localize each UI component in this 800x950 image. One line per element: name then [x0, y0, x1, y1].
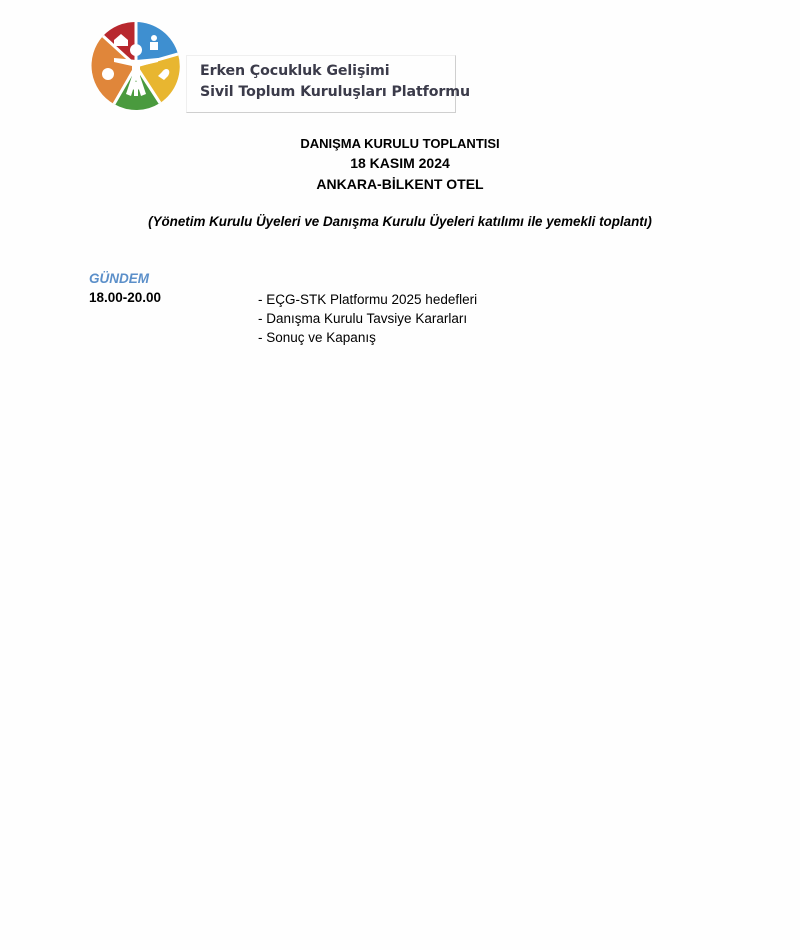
agenda-item: - EÇG-STK Platformu 2025 hedefleri	[258, 292, 478, 307]
meeting-date: 18 KASIM 2024	[350, 155, 450, 171]
platform-logo-icon	[88, 20, 184, 112]
agenda-item: - Danışma Kurulu Tavsiye Kararları	[258, 311, 468, 326]
meeting-subtitle: (Yönetim Kurulu Üyeleri ve Danışma Kurulu Üyeleri katılımı ile yemekli toplantı)	[148, 214, 652, 229]
agenda-label: GÜNDEM	[89, 271, 149, 286]
agenda-time: 18.00-20.00	[89, 290, 162, 305]
meeting-title: DANIŞMA KURULU TOPLANTISI	[300, 136, 500, 151]
agenda-list	[258, 290, 477, 347]
logo-title-line-1: Erken Çocukluk Gelişimi	[200, 63, 390, 79]
meeting-location: ANKARA-BİLKENT OTEL	[316, 176, 484, 192]
logo-title-line-2: Sivil Toplum Kuruluşları Platformu	[200, 84, 470, 100]
agenda-item: - Sonuç ve Kapanış	[258, 330, 376, 345]
